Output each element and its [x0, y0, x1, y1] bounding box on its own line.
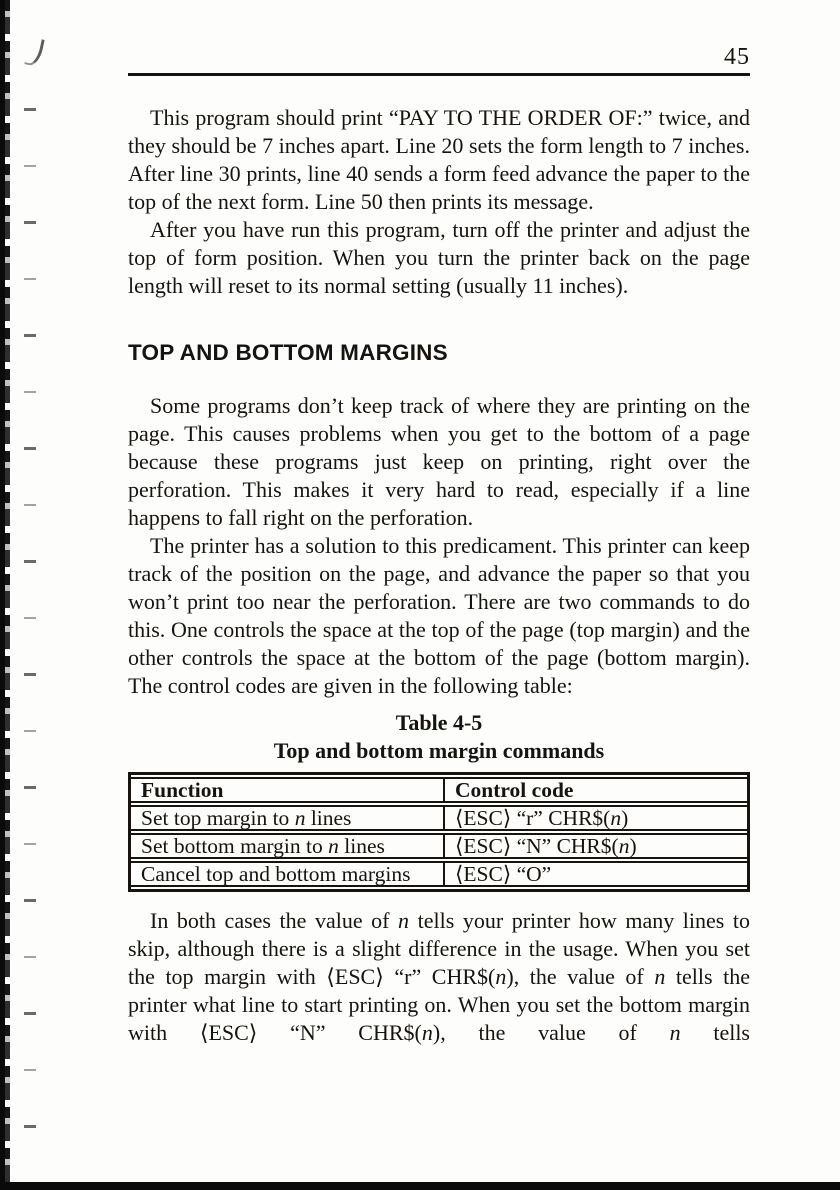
paragraph-after-run: After you have run this program, turn off the printer and adjust the top of form position. When you turn the printer back on the page length will reset to its normal setting (usually 11 inches). [128, 217, 750, 298]
paragraph-in-both-cases: In both cases the value of n tells your printer how many lines to skip, although there is a slight difference in the usage. When you set the top margin with ⟨ESC⟩ “r” CHR$(n), the value of n tells the printer what line to start printing on. When you set the bottom margin with ⟨ESC⟩ “N” CHR$(n), the value of n tells [128, 908, 751, 1045]
table-row-cancel-margins [131, 861, 747, 887]
page-number: 45 [724, 44, 750, 70]
table-header-row [131, 777, 747, 803]
paragraph-form-feed-program: This program should print “PAY TO THE ORDER OF:” twice, and they should be 7 inches apart. Line 20 sets the form length to 7 inches. After line 30 prints, line 40 sends a form feed advance the paper to the top of the next form. Line 50 then prints its message. [128, 105, 750, 214]
cell-function: Set bottom margin to n lines [131, 833, 445, 859]
margin-commands-table [128, 772, 750, 892]
scan-edge-bottom [0, 1182, 840, 1190]
cell-function: Set top margin to n lines [131, 805, 445, 831]
table-caption-title: Top and bottom margin commands [273, 738, 605, 763]
paragraph-printer-solution: The printer has a solution to this predicament. This printer can keep track of the position on the page, and advance the paper so that you won’t print too near the perforation. There are two commands to do this. One controls the space at the top of the page (top margin) and the other controls the space at the bottom of the page (bottom margin). The control codes are given in the following table: [128, 533, 750, 698]
cell-function: Cancel top and bottom margins [131, 861, 445, 887]
cell-control-code: ⟨ESC⟩ “N” CHR$(n) [445, 833, 747, 859]
table-row-set-top-margin [131, 805, 747, 831]
text-column [128, 0, 750, 1047]
table-caption-number: Table 4-5 [395, 710, 483, 735]
column-header-control-code: Control code [445, 777, 747, 803]
column-header-function: Function [131, 777, 445, 803]
cell-control-code: ⟨ESC⟩ “O” [445, 861, 747, 887]
scan-noise-marks [24, 108, 36, 1148]
paragraph-programs-dont-track: Some programs don’t keep track of where they are printing on the page. This causes problems when you get to the bottom of a page because these programs just keep on printing, right over the perforation. This makes it very hard to read, especially if a line happens to fall right on the perforation. [128, 393, 750, 530]
scan-squiggle [24, 37, 44, 68]
cell-control-code: ⟨ESC⟩ “r” CHR$(n) [445, 805, 747, 831]
header-rule [128, 73, 750, 76]
scan-edge-left-ragged [4, 0, 10, 1190]
page-header [128, 0, 750, 70]
table-row-set-bottom-margin [131, 833, 747, 859]
table-caption [128, 709, 750, 765]
section-heading: TOP AND BOTTOM MARGINS [128, 340, 448, 365]
